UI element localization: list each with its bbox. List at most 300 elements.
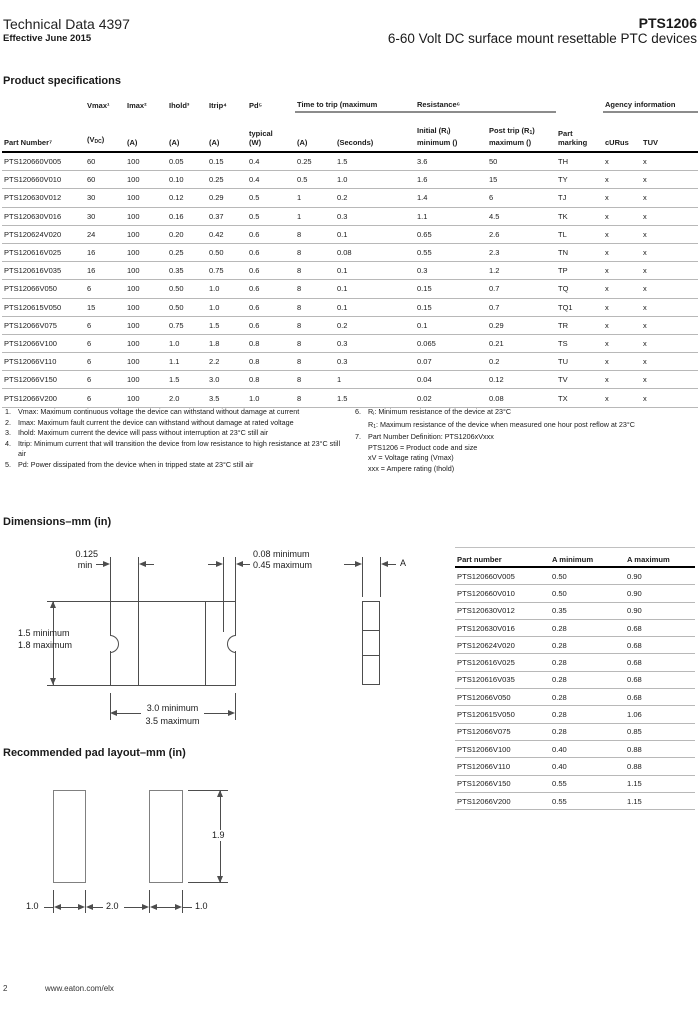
cell-a-minimum: 0.28 xyxy=(550,706,625,723)
col-init-pre: Initial (R xyxy=(417,126,447,135)
cell-part-number: PTS120616V035 xyxy=(455,671,550,688)
cell-resistance-initial: 1.4 xyxy=(415,189,487,207)
cell-imax: 100 xyxy=(125,316,167,334)
cell-a-maximum: 0.68 xyxy=(625,671,695,688)
cell-trip-seconds: 0.2 xyxy=(335,189,415,207)
dimensions-table-row xyxy=(455,689,695,706)
dim-arrow xyxy=(50,678,56,685)
cell-pd: 0.8 xyxy=(247,371,295,389)
cell-curus: x xyxy=(603,207,641,225)
cell-pd: 0.6 xyxy=(247,298,295,316)
cell-tuv: x xyxy=(641,298,698,316)
cell-curus: x xyxy=(603,152,641,171)
spec-table-row xyxy=(2,152,698,171)
cell-pd: 0.4 xyxy=(247,171,295,189)
footnote-text: Itrip: Minimum current that will transition the device from low resistance to high resistance at 23°C still air xyxy=(18,438,341,459)
cell-resistance-initial: 0.02 xyxy=(415,389,487,407)
cell-tuv: x xyxy=(641,225,698,243)
cell-a-minimum: 0.40 xyxy=(550,758,625,775)
cell-itrip: 1.0 xyxy=(207,280,247,298)
cell-a-maximum: 0.85 xyxy=(625,723,695,740)
cell-a-maximum: 0.90 xyxy=(625,602,695,619)
cell-pd: 0.4 xyxy=(247,152,295,171)
cell-tuv: x xyxy=(641,371,698,389)
cell-trip-current: 1 xyxy=(295,189,335,207)
cell-pd: 0.6 xyxy=(247,280,295,298)
cell-vmax: 60 xyxy=(85,171,125,189)
cell-curus: x xyxy=(603,280,641,298)
ext-line xyxy=(47,685,110,686)
cell-resistance-initial: 0.15 xyxy=(415,280,487,298)
ext-line xyxy=(47,601,110,602)
chip-bottom-edge xyxy=(110,685,236,686)
cell-curus: x xyxy=(603,243,641,261)
cell-resistance-initial: 0.55 xyxy=(415,243,487,261)
cell-part-marking: TS xyxy=(556,334,603,352)
cell-a-minimum: 0.28 xyxy=(550,619,625,636)
cell-a-minimum: 0.28 xyxy=(550,654,625,671)
cell-part-number: PTS120630V016 xyxy=(455,619,550,636)
cell-pd: 1.0 xyxy=(247,389,295,407)
dimensions-table-row xyxy=(455,567,695,585)
f6-line1-text: : Minimum resistance of the device at 23°C xyxy=(374,407,512,416)
dim-arrow xyxy=(381,561,388,567)
dim-line xyxy=(208,564,216,565)
cell-trip-current: 0.25 xyxy=(295,152,335,171)
col-curus: cURus xyxy=(603,112,641,152)
ext-line xyxy=(182,890,183,913)
cell-a-minimum: 0.28 xyxy=(550,689,625,706)
cell-resistance-post: 0.12 xyxy=(487,371,556,389)
cell-resistance-initial: 0.07 xyxy=(415,353,487,371)
page-number: 2 xyxy=(3,984,8,993)
spec-group-vmax: Vmax¹ xyxy=(87,101,110,110)
cell-itrip: 0.42 xyxy=(207,225,247,243)
cell-vmax: 16 xyxy=(85,243,125,261)
footnote-number: 4. xyxy=(5,438,11,448)
cell-part-number: PTS120615V050 xyxy=(455,706,550,723)
col-seconds: (Seconds) xyxy=(335,112,415,152)
cell-part-number: PTS120660V010 xyxy=(455,585,550,602)
footnote-number: 1. xyxy=(5,407,11,416)
cell-vmax: 6 xyxy=(85,389,125,407)
spec-table-row xyxy=(2,353,698,371)
col-post-line2: maximum () xyxy=(489,138,532,147)
f6-line2-text: : Maximum resistance of the device when measured one hour post reflow at 23°C xyxy=(375,419,635,429)
cell-itrip: 3.5 xyxy=(207,389,247,407)
f6-r1-symbol: R xyxy=(368,419,374,429)
cell-pd: 0.6 xyxy=(247,243,295,261)
cell-trip-current: 8 xyxy=(295,243,335,261)
cell-resistance-initial: 1.6 xyxy=(415,171,487,189)
spec-group-header-row xyxy=(2,95,698,112)
dim-line xyxy=(61,907,78,908)
col-pd-line1: typical xyxy=(249,129,273,138)
dim-label: 3.0 minimum xyxy=(146,703,199,713)
footnote-7 xyxy=(355,432,697,474)
spec-group-ihold: Ihold³ xyxy=(169,101,190,110)
cell-trip-seconds: 0.3 xyxy=(335,207,415,225)
cell-pd: 0.8 xyxy=(247,334,295,352)
col-post-subscript: 1 xyxy=(529,130,533,136)
dim-label: min xyxy=(77,560,93,570)
cell-part-marking: TV xyxy=(556,371,603,389)
cell-itrip: 3.0 xyxy=(207,371,247,389)
cell-tuv: x xyxy=(641,389,698,407)
dim-label: 1.5 minimum xyxy=(18,628,70,638)
cell-trip-current: 8 xyxy=(295,389,335,407)
pad-right xyxy=(149,790,183,883)
col-post-line1 xyxy=(489,126,556,138)
cell-part-marking: TY xyxy=(556,171,603,189)
cell-part-marking: TN xyxy=(556,243,603,261)
cell-part-marking: TQ1 xyxy=(556,298,603,316)
cell-part-number: PTS120615V050 xyxy=(2,298,85,316)
cell-ihold: 0.16 xyxy=(167,207,207,225)
cell-tuv: x xyxy=(641,334,698,352)
cell-trip-seconds: 1 xyxy=(335,371,415,389)
document-date: Effective June 2015 xyxy=(3,33,92,44)
cell-a-minimum: 0.28 xyxy=(550,723,625,740)
cell-trip-seconds: 0.1 xyxy=(335,262,415,280)
spec-group-pd: Pd⁵ xyxy=(249,101,263,110)
dim-line xyxy=(146,564,154,565)
chip-right-edge xyxy=(235,601,236,635)
cell-vmax: 6 xyxy=(85,334,125,352)
cell-trip-seconds: 0.1 xyxy=(335,225,415,243)
footnote-text: Vmax: Maximum continuous voltage the device can withstand without damage at current xyxy=(18,407,300,416)
cell-trip-seconds: 0.3 xyxy=(335,353,415,371)
cell-a-minimum: 0.50 xyxy=(550,585,625,602)
cell-imax: 100 xyxy=(125,171,167,189)
cell-vmax: 6 xyxy=(85,316,125,334)
chip-right-edge xyxy=(235,651,236,685)
chip-left-notch xyxy=(110,635,119,653)
cell-imax: 100 xyxy=(125,298,167,316)
footnote-text: Pd: Power dissipated from the device when in tripped state at 23°C still air xyxy=(18,459,254,469)
cell-curus: x xyxy=(603,262,641,280)
pad-gap-label: 2.0 xyxy=(106,901,119,911)
spec-group-resistance: Resistance⁶ xyxy=(415,95,556,112)
cell-part-marking: TP xyxy=(556,262,603,280)
cell-part-number: PTS120624V020 xyxy=(2,225,85,243)
footnote-item xyxy=(5,418,345,429)
pad-left xyxy=(53,790,86,883)
dimensions-table-row xyxy=(455,723,695,740)
cell-part-number: PTS120660V005 xyxy=(455,567,550,585)
footnote-number: 3. xyxy=(5,428,11,438)
cell-resistance-post: 2.6 xyxy=(487,225,556,243)
cell-trip-current: 8 xyxy=(295,334,335,352)
cell-part-marking: TU xyxy=(556,353,603,371)
col-part-number: Part Number⁷ xyxy=(2,112,85,152)
cell-trip-seconds: 1.0 xyxy=(335,171,415,189)
spec-group-empty xyxy=(2,95,85,112)
pad-width-right-label: 1.0 xyxy=(195,901,208,911)
cell-part-number: PTS120630V012 xyxy=(455,602,550,619)
cell-resistance-post: 0.7 xyxy=(487,298,556,316)
cell-pd: 0.6 xyxy=(247,225,295,243)
cell-tuv: x xyxy=(641,152,698,171)
dim-line xyxy=(124,907,142,908)
dim-col-amax: A maximum xyxy=(625,548,695,568)
cell-curus: x xyxy=(603,316,641,334)
footnote-7-line2: PTS1206 = Product code and size xyxy=(368,442,478,452)
cell-curus: x xyxy=(603,353,641,371)
footnotes-right xyxy=(355,407,697,475)
chip-top-edge xyxy=(110,601,236,602)
col-vdc-open: (V xyxy=(87,135,95,144)
dimensions-header-row xyxy=(455,548,695,568)
cell-part-marking: TR xyxy=(556,316,603,334)
cell-ihold: 0.50 xyxy=(167,280,207,298)
cell-part-marking: TX xyxy=(556,389,603,407)
dimensions-table-row xyxy=(455,602,695,619)
footnote-7-line4: xxx = Ampere rating (Ihold) xyxy=(368,463,455,473)
cell-part-marking: TH xyxy=(556,152,603,171)
col-vdc-close: ) xyxy=(101,135,105,144)
cell-trip-seconds: 0.2 xyxy=(335,316,415,334)
cell-trip-current: 8 xyxy=(295,316,335,334)
cell-trip-seconds: 1.5 xyxy=(335,389,415,407)
cell-trip-current: 0.5 xyxy=(295,171,335,189)
cell-tuv: x xyxy=(641,243,698,261)
cell-vmax: 6 xyxy=(85,280,125,298)
side-view-band-line xyxy=(362,630,380,631)
cell-curus: x xyxy=(603,171,641,189)
dim-arrow xyxy=(355,561,362,567)
spec-table xyxy=(2,95,698,408)
cell-a-maximum: 0.90 xyxy=(625,567,695,585)
cell-trip-current: 8 xyxy=(295,262,335,280)
spec-group-itrip: Itrip⁴ xyxy=(209,101,227,110)
cell-part-number: PTS12066V075 xyxy=(2,316,85,334)
col-vdc-subscript: DC xyxy=(94,139,102,145)
cell-part-number: PTS12066V100 xyxy=(455,740,550,757)
footnote-text: Imax: Maximum fault current the device can withstand without damage at rated voltage xyxy=(18,417,294,427)
dim-arrow xyxy=(50,601,56,608)
dim-col-part: Part number xyxy=(455,548,550,568)
f6-r1-subscript: 1 xyxy=(373,423,376,430)
dim-arrow xyxy=(54,904,61,910)
footnote-number: 6. xyxy=(355,407,361,416)
dim-ref-a-label: A xyxy=(400,558,407,568)
pad-layout-drawing xyxy=(0,780,280,940)
dim-col-amin: A minimum xyxy=(550,548,625,568)
cell-pd: 0.6 xyxy=(247,316,295,334)
cell-resistance-initial: 0.1 xyxy=(415,316,487,334)
dim-arrow xyxy=(103,561,110,567)
cell-part-number: PTS12066V050 xyxy=(455,689,550,706)
dimensions-table-row xyxy=(455,585,695,602)
col-resistance-initial xyxy=(415,112,487,152)
spec-table-row xyxy=(2,171,698,189)
cell-curus: x xyxy=(603,225,641,243)
footnote-item xyxy=(5,407,345,418)
cell-part-number: PTS120624V020 xyxy=(455,637,550,654)
termination-line-right xyxy=(205,601,206,685)
cell-tuv: x xyxy=(641,171,698,189)
spec-section-title: Product specifications xyxy=(3,75,121,87)
cell-trip-current: 8 xyxy=(295,353,335,371)
cell-a-maximum: 0.68 xyxy=(625,689,695,706)
cell-part-marking: TQ xyxy=(556,280,603,298)
footer-url: www.eaton.com/elx xyxy=(45,984,114,993)
cell-resistance-post: 0.29 xyxy=(487,316,556,334)
cell-curus: x xyxy=(603,334,641,352)
cell-part-number: PTS12066V150 xyxy=(455,775,550,792)
cell-resistance-initial: 1.1 xyxy=(415,207,487,225)
dim-line xyxy=(388,564,396,565)
cell-itrip: 0.37 xyxy=(207,207,247,225)
cell-vmax: 24 xyxy=(85,225,125,243)
cell-part-number: PTS12066V050 xyxy=(2,280,85,298)
spec-group-empty2 xyxy=(556,95,603,112)
dimensions-section-title: Dimensions–mm (in) xyxy=(3,516,112,528)
cell-trip-seconds: 0.3 xyxy=(335,334,415,352)
cell-part-number: PTS12066V110 xyxy=(2,353,85,371)
cell-a-minimum: 0.55 xyxy=(550,792,625,809)
dim-arrow xyxy=(150,904,157,910)
dim-label: 0.125 xyxy=(75,549,98,559)
spec-table-row xyxy=(2,262,698,280)
termination-line-left xyxy=(138,601,139,685)
chip-left-edge xyxy=(110,601,111,635)
dimensions-table-row xyxy=(455,671,695,688)
cell-ihold: 0.25 xyxy=(167,243,207,261)
cell-trip-seconds: 0.1 xyxy=(335,280,415,298)
cell-part-number: PTS12066V150 xyxy=(2,371,85,389)
cell-part-number: PTS120616V035 xyxy=(2,262,85,280)
dimensions-table-row xyxy=(455,740,695,757)
col-init-line1 xyxy=(417,126,487,138)
spec-table-row xyxy=(2,389,698,407)
footnote-number: 2. xyxy=(5,417,11,427)
cell-a-minimum: 0.35 xyxy=(550,602,625,619)
cell-a-maximum: 0.88 xyxy=(625,758,695,775)
cell-itrip: 0.75 xyxy=(207,262,247,280)
cell-part-number: PTS12066V200 xyxy=(2,389,85,407)
cell-resistance-post: 4.5 xyxy=(487,207,556,225)
cell-trip-seconds: 1.5 xyxy=(335,152,415,171)
cell-tuv: x xyxy=(641,262,698,280)
cell-itrip: 1.0 xyxy=(207,298,247,316)
cell-part-number: PTS120616V025 xyxy=(2,243,85,261)
cell-imax: 100 xyxy=(125,334,167,352)
spec-table-row xyxy=(2,280,698,298)
dimensions-table-row xyxy=(455,775,695,792)
cell-a-minimum: 0.55 xyxy=(550,775,625,792)
col-vdc xyxy=(85,112,125,152)
ext-line xyxy=(235,693,236,720)
chip-side-view xyxy=(362,601,380,685)
spec-table-row xyxy=(2,334,698,352)
dim-arrow xyxy=(78,904,85,910)
side-view-band-line xyxy=(362,655,380,656)
cell-part-number: PTS120660V010 xyxy=(2,171,85,189)
pad-section-title: Recommended pad layout–mm (in) xyxy=(3,747,186,759)
cell-a-maximum: 0.90 xyxy=(625,585,695,602)
col-post-close: ) xyxy=(532,126,535,135)
cell-resistance-post: 0.2 xyxy=(487,353,556,371)
footnotes-left xyxy=(5,407,345,471)
spec-group-agency: Agency information xyxy=(603,95,698,112)
cell-itrip: 0.50 xyxy=(207,243,247,261)
dim-line xyxy=(96,564,103,565)
cell-vmax: 60 xyxy=(85,152,125,171)
footnote-number: 5. xyxy=(5,459,11,469)
ext-line xyxy=(362,557,363,597)
col-resistance-post xyxy=(487,112,556,152)
dim-label: 0.08 minimum xyxy=(253,549,310,559)
cell-trip-current: 8 xyxy=(295,298,335,316)
footnote-7-line1: Part Number Definition: PTS1206xVxxx xyxy=(368,432,494,442)
cell-trip-current: 8 xyxy=(295,371,335,389)
dim-line xyxy=(44,907,53,908)
cell-imax: 100 xyxy=(125,371,167,389)
cell-trip-current: 1 xyxy=(295,207,335,225)
cell-vmax: 6 xyxy=(85,371,125,389)
cell-resistance-initial: 0.04 xyxy=(415,371,487,389)
dim-arrow xyxy=(216,561,223,567)
cell-a-maximum: 0.68 xyxy=(625,654,695,671)
cell-curus: x xyxy=(603,298,641,316)
cell-trip-current: 8 xyxy=(295,280,335,298)
footnote-text xyxy=(368,407,697,432)
spec-table-row xyxy=(2,298,698,316)
footnote-text xyxy=(368,432,697,474)
footnote-item xyxy=(5,439,345,460)
footnote-6-line2 xyxy=(368,420,697,433)
cell-resistance-post: 15 xyxy=(487,171,556,189)
cell-part-marking: TL xyxy=(556,225,603,243)
dim-arrow xyxy=(142,904,149,910)
cell-a-minimum: 0.28 xyxy=(550,637,625,654)
cell-tuv: x xyxy=(641,353,698,371)
cell-itrip: 0.29 xyxy=(207,189,247,207)
dim-arrow xyxy=(236,561,243,567)
dim-line xyxy=(93,907,103,908)
f6-r-symbol: R xyxy=(368,407,374,416)
spec-group-imax: Imax² xyxy=(127,101,147,110)
dim-line xyxy=(243,564,250,565)
col-itrip-unit: (A) xyxy=(207,112,247,152)
dimensions-drawing xyxy=(0,540,450,740)
cell-curus: x xyxy=(603,189,641,207)
cell-a-maximum: 1.15 xyxy=(625,775,695,792)
col-init-line2: minimum () xyxy=(417,138,458,147)
cell-part-number: PTS12066V075 xyxy=(455,723,550,740)
cell-a-maximum: 1.15 xyxy=(625,792,695,809)
spec-table-row xyxy=(2,207,698,225)
cell-resistance-post: 6 xyxy=(487,189,556,207)
dimensions-table-row xyxy=(455,758,695,775)
cell-pd: 0.5 xyxy=(247,207,295,225)
col-ihold-unit: (A) xyxy=(167,112,207,152)
product-code: PTS1206 xyxy=(638,15,697,31)
cell-a-minimum: 0.28 xyxy=(550,671,625,688)
cell-imax: 100 xyxy=(125,243,167,261)
cell-vmax: 30 xyxy=(85,189,125,207)
cell-part-number: PTS120630V016 xyxy=(2,207,85,225)
spec-table-row xyxy=(2,371,698,389)
dim-line xyxy=(183,907,192,908)
cell-pd: 0.8 xyxy=(247,353,295,371)
cell-itrip: 2.2 xyxy=(207,353,247,371)
cell-a-maximum: 0.88 xyxy=(625,740,695,757)
dim-arrow xyxy=(217,876,223,883)
spec-table-row xyxy=(2,243,698,261)
